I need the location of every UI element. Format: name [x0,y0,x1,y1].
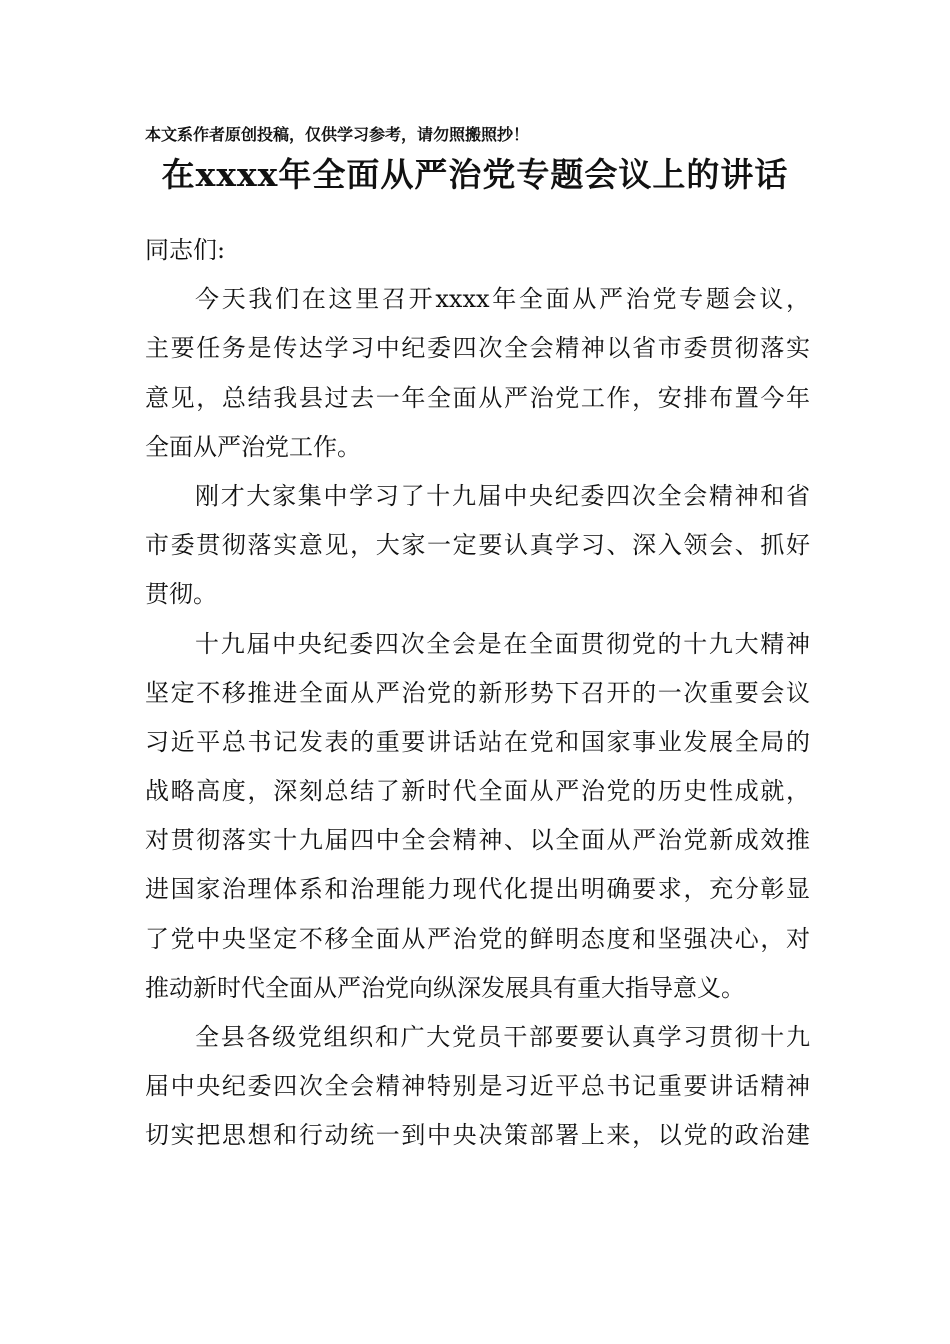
paragraph-4-line-3: 切实把思想和行动统一到中央决策部署上来，以党的政治建 [145,1121,810,1150]
paragraph-4-line-1: 全县各级党组织和广大党员干部要要认真学习贯彻十九 [195,1023,810,1051]
paragraph-3-line-8: 推动新时代全面从严治党向纵深发展具有重大指导意义。 [145,973,745,1002]
paragraph-3-line-1: 十九届中央纪委四次全会是在全面贯彻党的十九大精神 [195,629,810,658]
paragraph-2-line-2: 市委贯彻落实意见，大家一定要认真学习、深入领会、抓好 [145,531,810,560]
paragraph-3-line-2: 坚定不移推进全面从严治党的新形势下召开的一次重要会议 [145,678,810,707]
paragraph-3-line-5: 对贯彻落实十九届四中全会精神、以全面从严治党新成效推 [145,826,810,855]
paragraph-3-line-4: 战略高度，深刻总结了新时代全面从严治党的历史性成就， [145,777,810,806]
paragraph-1-line-2: 主要任务是传达学习中纪委四次全会精神以省市委贯彻落实 [145,334,810,363]
paragraph-4-line-2: 届中央纪委四次全会精神特别是习近平总书记重要讲话精神 [145,1072,810,1101]
paragraph-1-line-4: 全面从严治党工作。 [145,432,361,461]
paragraph-2-line-1: 刚才大家集中学习了十九届中央纪委四次全会精神和省 [195,481,810,510]
paragraph-3-line-6: 进国家治理体系和治理能力现代化提出明确要求，充分彰显 [145,875,810,904]
document-body [145,226,810,1161]
salutation: 同志们: [145,236,226,264]
copyright-note: 本文系作者原创投稿，仅供学习参考，请勿照搬照抄！ [145,125,530,144]
paragraph-3-line-7: 了党中央坚定不移全面从严治党的鲜明态度和坚强决心，对 [145,924,810,953]
paragraph-1-line-1: 今天我们在这里召开xxxx年全面从严治党专题会议， [195,285,810,314]
paragraph-3-line-3: 习近平总书记发表的重要讲话站在党和国家事业发展全局的 [145,727,810,756]
paragraph-2-line-3: 贯彻。 [145,580,217,609]
document-title: 在xxxx年全面从严治党专题会议上的讲话 [161,155,789,194]
paragraph-1-line-3: 意见，总结我县过去一年全面从严治党工作，安排布置今年 [145,383,810,412]
